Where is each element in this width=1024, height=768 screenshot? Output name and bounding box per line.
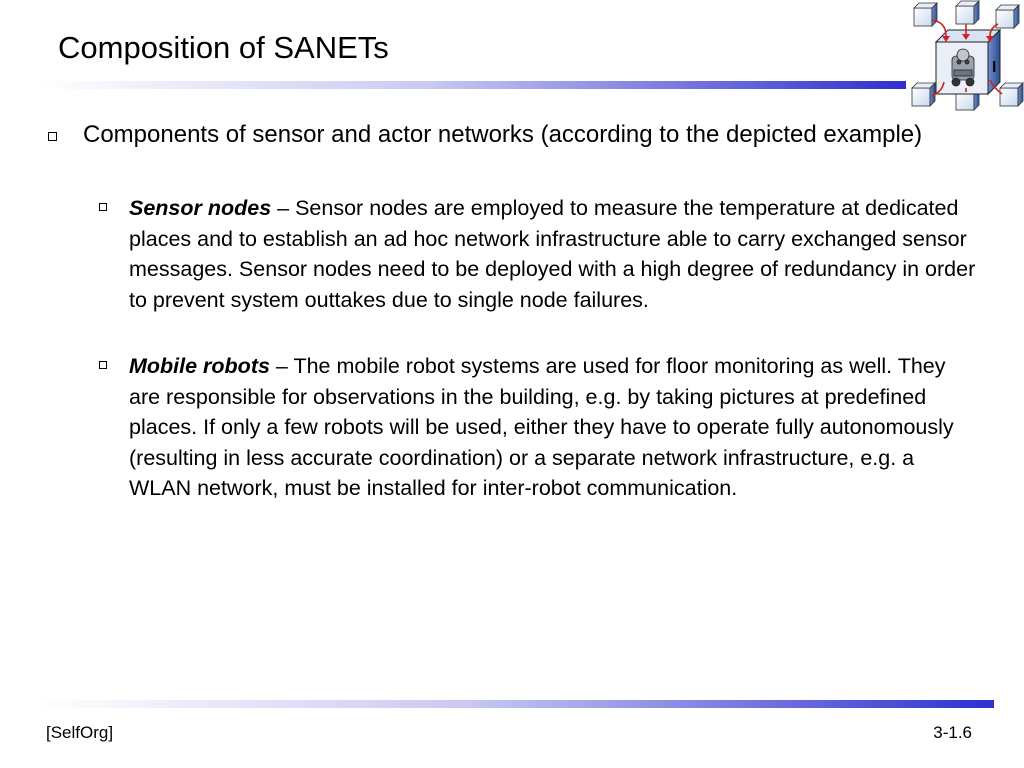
description-mobile-robots: The mobile robot systems are used for floor monitoring as well. They are responsible for observations in the building, e.g. by taking pictures at predefined places. If only a few robots will be used, either they have to operate fully autonomously (resulting in less accurate coordination) or a separate network infrastructure, e.g. a WLAN network, must be installed for inter-robot communication.: [129, 354, 954, 500]
description-sensor-nodes: Sensor nodes are employed to measure the temperature at dedicated places and to establish an ad hoc network infrastructure able to carry exchanged sensor messages. Sensor nodes need to be deployed with a high degree of redundancy in order to prevent system outtakes due to single node failures.: [129, 196, 976, 312]
square-bullet-icon: [99, 203, 107, 211]
bullet-text: Components of sensor and actor networks (according to the depicted example): [83, 121, 923, 148]
slide-title: Composition of SANETs: [58, 30, 389, 65]
svg-text:I: I: [992, 59, 997, 76]
sub-bullet-text: [129, 351, 977, 504]
square-bullet-icon: [99, 361, 107, 369]
square-bullet-icon: [48, 132, 57, 141]
footer-course-label: [SelfOrg]: [46, 723, 114, 742]
term-sensor-nodes: Sensor nodes: [129, 196, 272, 220]
term-mobile-robots: Mobile robots: [129, 354, 270, 378]
term-separator: –: [271, 196, 296, 220]
title-underline-bar: [36, 81, 906, 89]
footer-bar: [36, 700, 994, 708]
footer-page-number: 3-1.6: [933, 723, 972, 742]
sub-bullet-text: [129, 193, 977, 315]
term-separator: –: [269, 354, 294, 378]
self-organization-cube-network-icon: [906, 0, 1024, 112]
